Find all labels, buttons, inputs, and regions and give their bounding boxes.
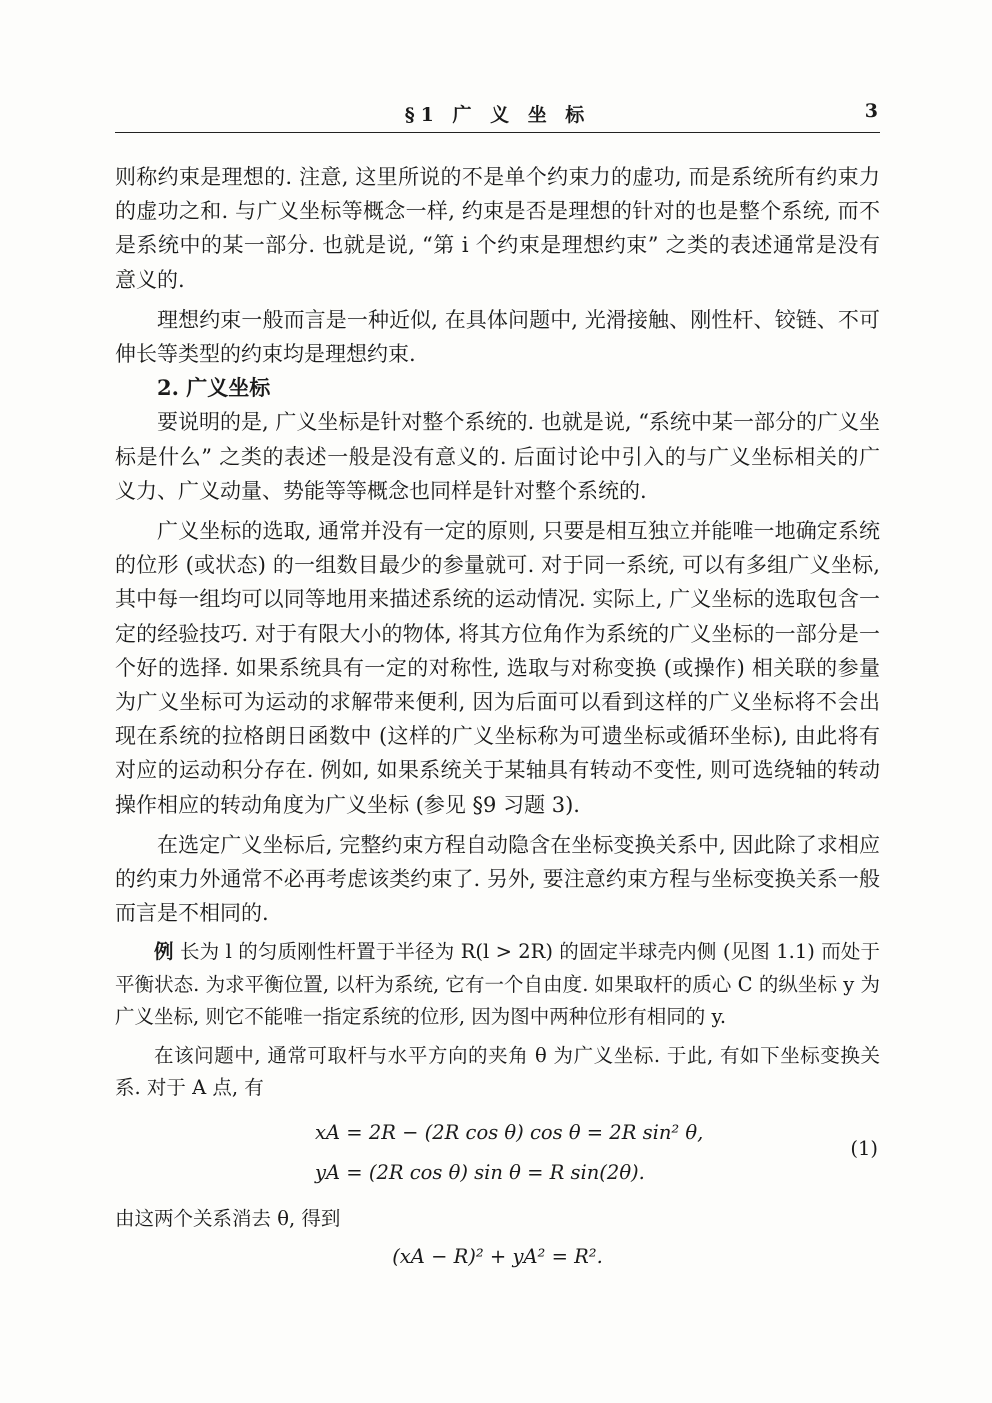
equation-number: (1)	[850, 1136, 878, 1160]
equation-circle: (xA − R)² + yA² = R².	[392, 1245, 603, 1269]
equation-xa: xA = 2R − (2R cos θ) cos θ = 2R sin² θ,	[315, 1120, 704, 1144]
running-title: §1 广 义 坐 标	[404, 104, 591, 126]
paragraph-angle: 在该问题中, 通常可取杆与水平方向的夹角 θ 为广义坐标. 于此, 有如下坐标变换关系. 对于 A 点, 有	[115, 1043, 880, 1100]
paragraph-constraints: 在选定广义坐标后, 完整约束方程自动隐含在坐标变换关系中, 因此除了求相应的约束力外通常不必再考虑该类约束了. 另外, 要注意约束方程与坐标变换关系一般而言是不相同的.	[115, 832, 880, 926]
paragraph-eliminate: 由这两个关系消去 θ, 得到	[115, 1206, 341, 1230]
example-text: 长为 l 的匀质刚性杆置于半径为 R(l > 2R) 的固定半球壳内侧 (见图 1.1) 而处于平衡状态. 为求平衡位置, 以杆为系统, 它有一个自由度. 如果取杆的质心 C 的纵坐标 y 为广义坐标, 则它不能唯一指定系统的位形, 因为图中两种位形有相同的 y.	[115, 940, 880, 1029]
example-label: 例	[154, 940, 174, 964]
equation-ya: yA = (2R cos θ) sin θ = R sin(2θ).	[315, 1160, 645, 1184]
example-paragraph	[115, 936, 880, 1034]
equation-block-1	[115, 1107, 880, 1203]
paragraph-continued: 则称约束是理想的. 注意, 这里所说的不是单个约束力的虚功, 而是系统所有约束力的虚功之和. 与广义坐标等概念一样, 约束是否是理想的针对的也是整个系统, 而不是系统中的某一部分. 也就是说, “第 i 个约束是理想约束” 之类的表述通常是没有意义的.	[115, 165, 880, 292]
paragraph-generalized-coords: 要说明的是, 广义坐标是针对整个系统的. 也就是说, “系统中某一部分的广义坐标是什么” 之类的表述一般是没有意义的. 后面讨论中引入的与广义坐标相关的广义力、广义动量、势能等等概念也同样是针对整个系统的.	[115, 410, 880, 503]
page-header	[115, 94, 880, 133]
page-number: 3	[864, 100, 878, 122]
paragraph-selection: 广义坐标的选取, 通常并没有一定的原则, 只要是相互独立并能唯一地确定系统的位形 (或状态) 的一组数目最少的参量就可. 对于同一系统, 可以有多组广义坐标, 其中每一组均可以同等地用来描述系统的运动情况. 实际上, 广义坐标的选取包含一定的经验技巧. 对于有限大小的物体, 将其方位角作为系统的广义坐标的一部分是一个好的选择. 如果系统具有一定的对称性, 选取与对称变换 (或操作) 相关联的参量为广义坐标可为运动的求解带来便利, 因为后面可以看到这样的广义坐标将不会出现在系统的拉格朗日函数中 (这样的广义坐标称为可遗坐标或循环坐标), 由此将有对应的运动积分存在. 例如, 如果系统关于某轴具有转动不变性, 则可选绕轴的转动操作相应的转动角度为广义坐标 (参见 §9 习题 3).	[115, 519, 880, 817]
section-heading: 2. 广义坐标	[157, 375, 271, 401]
page-body	[115, 160, 880, 1268]
paragraph-ideal-constraint: 理想约束一般而言是一种近似, 在具体问题中, 光滑接触、刚性杆、铰链、不可伸长等类型的约束均是理想约束.	[115, 307, 880, 367]
